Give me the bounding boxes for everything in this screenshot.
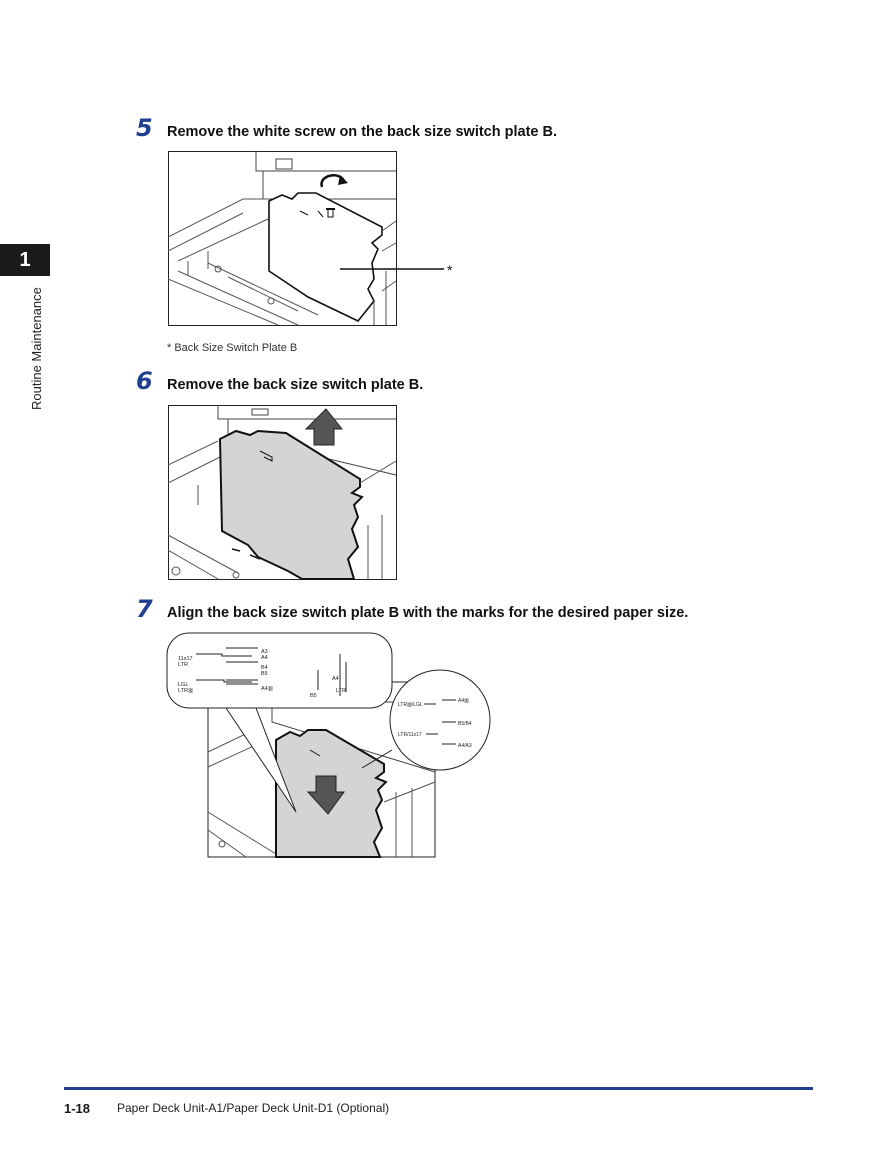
zoom-label: A4 (332, 676, 339, 682)
chapter-number: 1 (19, 248, 31, 271)
zoom-label: LTR (178, 662, 188, 668)
zoom-label: LTR▥/LGL (398, 702, 423, 708)
step-text: Remove the back size switch plate B. (167, 377, 424, 393)
zoom-label: LGL (178, 682, 189, 688)
zoom-label: B5/B4 (458, 721, 472, 727)
step-5 (136, 114, 557, 142)
step-text: Align the back size switch plate B with the marks for the desired paper size. (167, 605, 689, 621)
page-number: 1-18 (64, 1101, 91, 1116)
callout-marker: * (447, 262, 453, 278)
zoom-label: A4▥ (458, 698, 469, 704)
zoom-label: LTR (336, 688, 346, 694)
step-number: 6 (136, 367, 153, 395)
chapter-tab (0, 244, 50, 276)
figure-remove-plate (168, 405, 398, 581)
zoom-label: 11x17 (178, 656, 193, 662)
zoom-label: B5 (261, 671, 268, 677)
zoom-label: LTR/11x17 (398, 732, 422, 738)
zoom-label: A4▥ (261, 686, 273, 692)
figure-align-plate (166, 632, 496, 860)
zoom-label: A4/A3 (458, 743, 472, 749)
zoom-label: B5 (310, 693, 317, 699)
step-6 (136, 367, 423, 395)
step-number: 5 (136, 114, 153, 142)
figure-caption: * Back Size Switch Plate B (167, 342, 298, 354)
step-number: 7 (136, 595, 153, 623)
document-title: Paper Deck Unit-A1/Paper Deck Unit-D1 (Optional) (117, 1101, 390, 1115)
chapter-title: Routine Maintenance (29, 287, 44, 410)
zoom-label: LTR▥ (178, 688, 194, 694)
zoom-label: A3 (261, 649, 268, 655)
step-7 (136, 595, 688, 623)
figure-remove-screw (168, 151, 468, 327)
zoom-label: B4 (261, 665, 268, 671)
footer-rule (64, 1087, 813, 1090)
zoom-label: A4 (261, 655, 268, 661)
step-text: Remove the white screw on the back size switch plate B. (167, 124, 558, 140)
